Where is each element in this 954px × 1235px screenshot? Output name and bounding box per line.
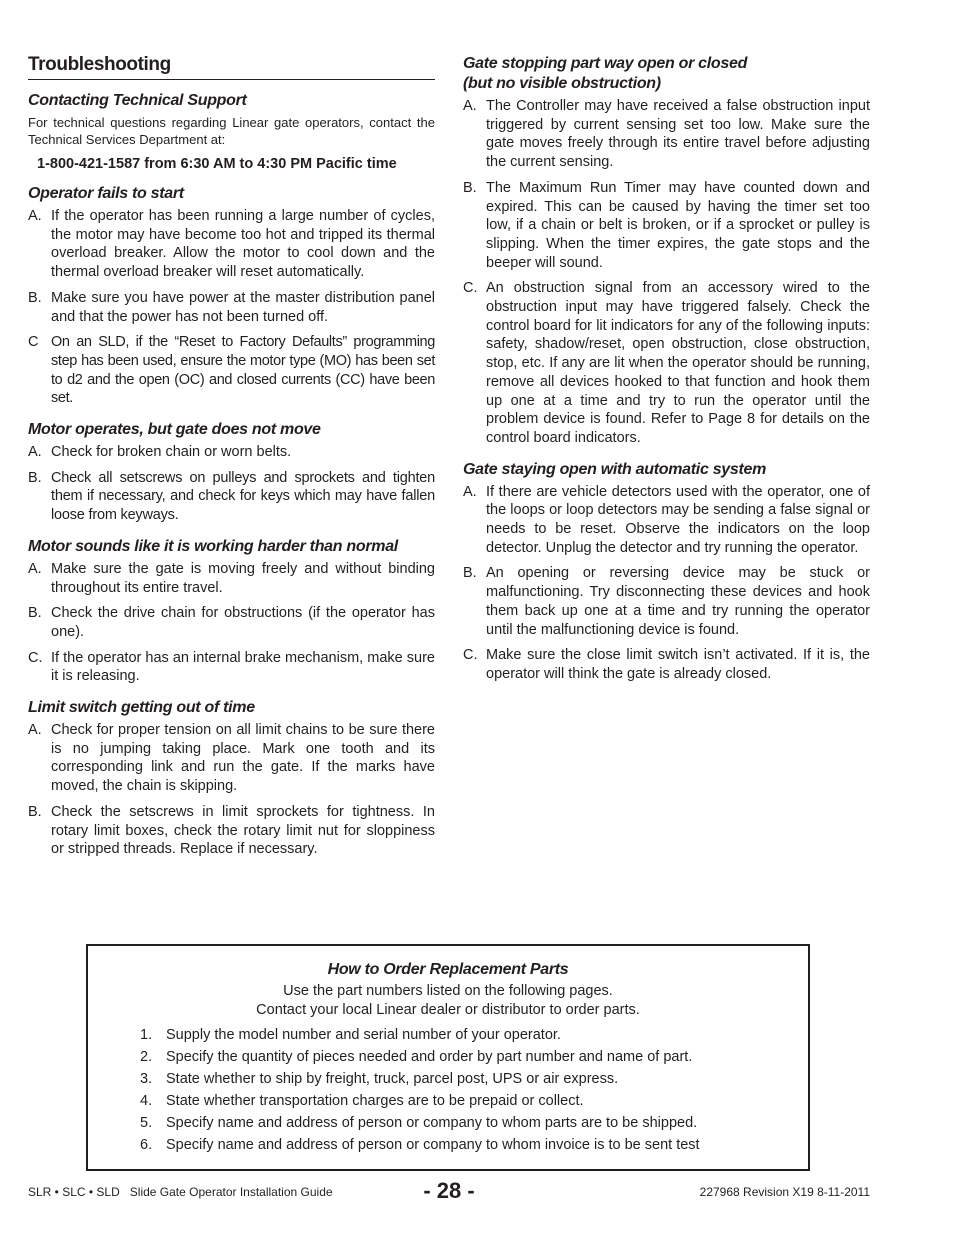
section-gate-staying-open xyxy=(463,460,870,684)
item-marker: B. xyxy=(28,605,42,622)
item-marker: B. xyxy=(28,803,42,820)
section-heading-line2: (but no visible obstruction) xyxy=(463,75,661,92)
support-heading: Contacting Technical Support xyxy=(28,92,247,109)
list-item xyxy=(463,646,870,683)
item-marker: A. xyxy=(28,208,42,224)
item-marker: C. xyxy=(28,649,43,666)
section-motor-operates xyxy=(28,420,435,525)
parts-step xyxy=(88,1090,808,1112)
item-marker: B. xyxy=(463,179,477,196)
section-heading xyxy=(463,54,870,94)
section-heading-line1: Gate stopping part way open or closed xyxy=(463,55,748,72)
item-text: Check for broken chain or worn belts. xyxy=(51,444,292,461)
item-text: If the operator has been running a large number of cycles, the motor may have become too hot and tripped its thermal overload breaker. Allow the motor to cool down and the thermal overload breaker will reset automatically. xyxy=(51,208,435,281)
item-marker: C. xyxy=(463,647,478,664)
item-marker: C. xyxy=(463,280,478,297)
item-list xyxy=(28,560,435,686)
step-text: Specify name and address of person or company to whom parts are to be shipped. xyxy=(166,1115,698,1131)
section-limit-switch xyxy=(28,698,435,859)
item-marker: B. xyxy=(28,289,42,306)
section-gate-stopping xyxy=(463,54,870,448)
item-text: Make sure you have power at the master distribution panel and that the power has not been turned off. xyxy=(51,289,435,325)
item-text: An obstruction signal from an accessory wired to the obstruction input may have triggered falsely. Check the control board for lit indicators for any of the following inputs: safety, shadow/reset, open obstruction, close obstruction, stop, etc. If any are lit when the operator should be running, remove all devices hooked to that function and hook them up one at a time and try to run the operator until the problem device is found. Refer to Page 8 for details on the control board indicators. xyxy=(486,280,870,446)
step-number: 3. xyxy=(140,1071,153,1087)
list-item xyxy=(28,289,435,326)
list-item xyxy=(28,649,435,686)
item-marker: A. xyxy=(28,444,42,461)
list-item xyxy=(463,483,870,558)
item-list xyxy=(28,207,435,408)
step-text: Specify name and address of person or company to whom invoice is to be sent test xyxy=(166,1137,700,1153)
item-text: Check all setscrews on pulleys and sprockets and tighten them if necessary, and check for keys which may have fallen loose from keyways. xyxy=(51,469,435,524)
parts-step xyxy=(88,1068,808,1090)
page-number: - 28 - xyxy=(423,1178,475,1203)
list-item xyxy=(28,721,435,796)
list-item xyxy=(463,564,870,639)
parts-line-2: Contact your local Linear dealer or distributor to order parts. xyxy=(256,1002,640,1018)
parts-steps xyxy=(88,1024,808,1156)
list-item xyxy=(28,443,435,462)
footer-product-title: SLR • SLC • SLD Slide Gate Operator Installation Guide xyxy=(28,1185,333,1199)
page-footer xyxy=(28,1178,870,1204)
item-marker: B. xyxy=(463,565,477,582)
section-motor-sounds xyxy=(28,537,435,686)
list-item xyxy=(28,604,435,641)
item-list xyxy=(463,483,870,684)
section-heading: Motor operates, but gate does not move xyxy=(28,421,321,439)
section-operator-fails xyxy=(28,184,435,408)
section-heading: Limit switch getting out of time xyxy=(28,699,255,717)
replacement-parts-box xyxy=(86,944,810,1171)
step-text: Supply the model number and serial number of your operator. xyxy=(166,1027,561,1043)
parts-step xyxy=(88,1024,808,1046)
list-item xyxy=(463,179,870,273)
parts-line-1: Use the part numbers listed on the following pages. xyxy=(283,983,613,999)
parts-heading: How to Order Replacement Parts xyxy=(327,961,569,978)
support-text: For technical questions regarding Linear gate operators, contact the Technical Services Department at: xyxy=(28,115,435,147)
section-heading: Motor sounds like it is working harder than normal xyxy=(28,537,398,555)
list-item xyxy=(28,333,435,408)
item-text: On an SLD, if the “Reset to Factory Defaults” programming step has been used, ensure the motor type (MO) has been set to d2 and the open (OC) and closed currents (CC) have been set. xyxy=(51,334,435,407)
item-text: Check for proper tension on all limit chains to be sure there is no jumping taking place. Mark one tooth and its corresponding link and run the gate. If the marks have moved, the chain is skipping. xyxy=(51,722,435,795)
item-list xyxy=(28,443,435,525)
item-text: Check the setscrews in limit sprockets for tightness. In rotary limit boxes, check the rotary limit nut for sloppiness or stripped threads. Replace if necessary. xyxy=(51,803,435,858)
step-number: 5. xyxy=(140,1115,153,1131)
section-heading: Operator fails to start xyxy=(28,185,184,202)
list-item xyxy=(28,560,435,597)
item-text: The Controller may have received a false obstruction input triggered by current sensing set too low. Make sure the gate moves freely through its entire travel before adjusting the current sensing. xyxy=(486,98,870,171)
list-item xyxy=(28,207,435,282)
step-number: 4. xyxy=(140,1093,153,1109)
step-number: 2. xyxy=(140,1049,153,1065)
step-text: State whether transportation charges are to be prepaid or collect. xyxy=(166,1093,584,1109)
item-marker: A. xyxy=(28,560,42,577)
item-list xyxy=(463,97,870,448)
step-text: State whether to ship by freight, truck, parcel post, UPS or air express. xyxy=(166,1071,619,1087)
item-marker: C xyxy=(28,334,39,351)
item-text: An opening or reversing device may be stuck or malfunctioning. Try disconnecting these devices and hook them back up one at a time and try running the operator until the malfunctioning device is found. xyxy=(486,565,870,638)
step-text: Specify the quantity of pieces needed and order by part number and name of part. xyxy=(166,1049,693,1065)
list-item xyxy=(463,279,870,447)
page-title: Troubleshooting xyxy=(28,54,435,80)
footer-revision: 227968 Revision X19 8-11-2011 xyxy=(699,1185,870,1199)
parts-step xyxy=(88,1112,808,1134)
list-item xyxy=(463,97,870,172)
parts-step xyxy=(88,1134,808,1156)
support-phone: 1-800-421-1587 from 6:30 AM to 4:30 PM Pacific time xyxy=(37,156,397,172)
item-text: If the operator has an internal brake mechanism, make sure it is releasing. xyxy=(51,649,435,685)
item-marker: B. xyxy=(28,469,42,486)
item-text: If there are vehicle detectors used with the operator, one of the loops or loop detectors may be sending a false signal or needs to be reset. Observe the indicators on the loop detector. Unplug the detector and try running the operator. xyxy=(486,483,870,556)
section-heading: Gate staying open with automatic system xyxy=(463,460,767,478)
right-column xyxy=(463,54,870,696)
item-marker: A. xyxy=(463,483,477,500)
step-number: 1. xyxy=(140,1027,153,1043)
item-marker: A. xyxy=(28,722,42,739)
parts-step xyxy=(88,1046,808,1068)
step-number: 6. xyxy=(140,1137,153,1153)
list-item xyxy=(28,803,435,859)
item-marker: A. xyxy=(463,98,477,114)
left-column xyxy=(28,54,435,871)
item-text: Make sure the gate is moving freely and without binding throughout its entire travel. xyxy=(51,560,435,596)
item-list xyxy=(28,721,435,859)
list-item xyxy=(28,469,435,525)
item-text: Make sure the close limit switch isn’t activated. If it is, the operator will think the gate is already closed. xyxy=(486,647,870,682)
item-text: The Maximum Run Timer may have counted down and expired. This can be caused by having the timer set too low, if a chain or belt is broken, or if a sprocket or pulley is slipping. When the timer expires, the gate stops and the beeper will sound. xyxy=(486,179,870,271)
item-text: Check the drive chain for obstructions (if the operator has one). xyxy=(51,605,435,640)
